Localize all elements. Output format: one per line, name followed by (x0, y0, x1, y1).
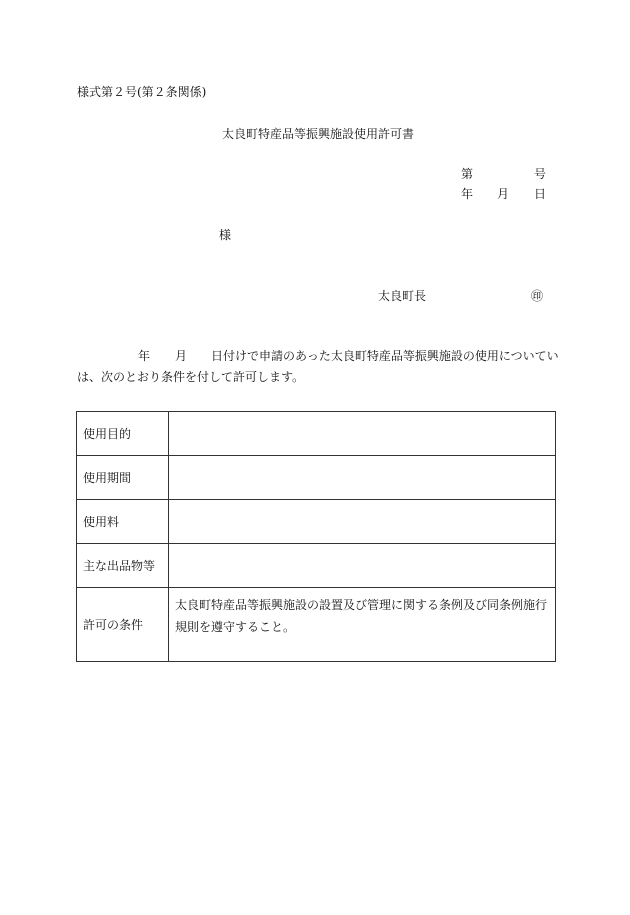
row-label-fee: 使用料 (77, 500, 169, 544)
table-row (77, 588, 556, 662)
row-value-period (169, 456, 556, 500)
date-month-label: 月 (497, 187, 510, 201)
table-row (77, 500, 556, 544)
row-value-purpose (169, 412, 556, 456)
body-month-label: 月 (175, 349, 188, 363)
row-label-purpose: 使用目的 (77, 412, 169, 456)
body-year-label: 年 (138, 349, 151, 363)
form-number: 様式第２号(第２条関係) (77, 85, 207, 99)
table-row (77, 412, 556, 456)
issuer-name: 太良町長 (378, 289, 427, 303)
row-label-conditions: 許可の条件 (77, 588, 169, 662)
seal-icon: ㊞ (531, 289, 544, 303)
date-year-label: 年 (461, 187, 474, 201)
row-label-products: 主な出品物等 (77, 544, 169, 588)
recipient-honorific: 様 (219, 228, 232, 242)
body-text-line1: 日付けで申請のあった太良町特産品等振興施設の使用についてい (211, 349, 559, 363)
conditions-table (76, 411, 556, 662)
number-suffix: 号 (534, 167, 547, 181)
number-prefix: 第 (461, 167, 474, 181)
row-value-conditions: 太良町特産品等振興施設の設置及び管理に関する条例及び同条例施行規則を遵守すること。 (169, 588, 556, 662)
date-day-label: 日 (534, 187, 547, 201)
document-title: 太良町特産品等振興施設使用許可書 (222, 127, 415, 141)
row-value-fee (169, 500, 556, 544)
table-row (77, 456, 556, 500)
body-text-line2: は、次のとおり条件を付して許可します。 (77, 370, 305, 384)
table-row (77, 544, 556, 588)
row-value-products (169, 544, 556, 588)
row-label-period: 使用期間 (77, 456, 169, 500)
